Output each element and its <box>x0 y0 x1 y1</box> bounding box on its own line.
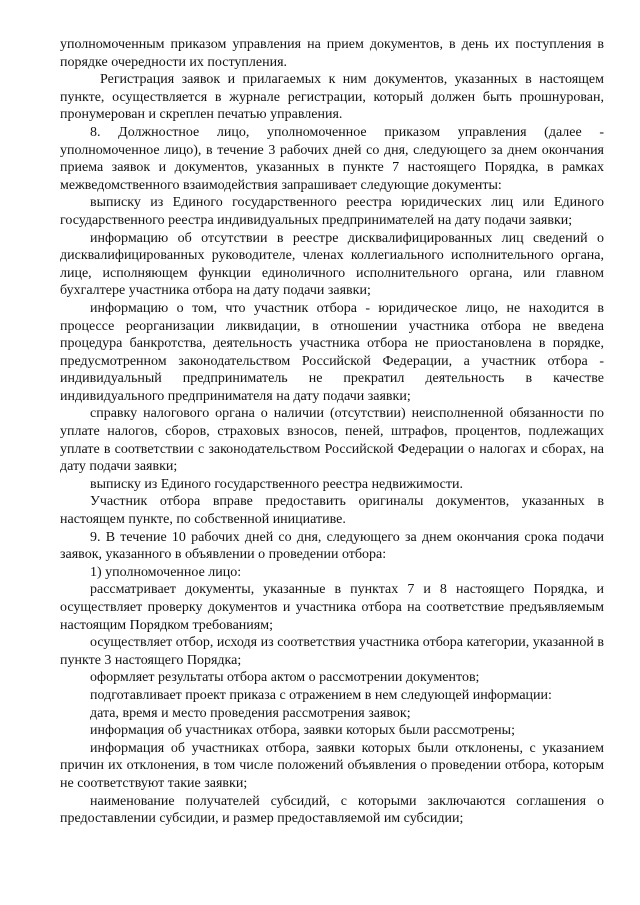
paragraph: информация об участниках отбора, заявки которых были рассмотрены; <box>90 723 515 739</box>
paragraph: наименование получателей субсидий, с которыми заключаются соглашения о предоставлении субсидии, и размер предоставляемой им субсидии; <box>60 793 604 827</box>
document-page <box>60 36 604 828</box>
paragraph: информация об участниках отбора, заявки которых были отклонены, с указанием причин их отклонения, в том числе положений объявления о проведении отбора, которым не соответствуют такие заявки; <box>60 740 604 791</box>
paragraph: оформляет результаты отбора актом о рассмотрении документов; <box>90 670 480 686</box>
paragraph: 1) уполномоченное лицо: <box>90 564 242 580</box>
paragraph: Регистрация заявок и прилагаемых к ним документов, указанных в настоящем пункте, осуществляется в журнале регистрации, который должен быть прошнурован, пронумерован и скреплен печатью управления. <box>60 72 604 123</box>
paragraph: дата, время и место проведения рассмотрения заявок; <box>90 705 411 721</box>
paragraph: подготавливает проект приказа с отражением в нем следующей информации: <box>90 687 552 703</box>
paragraph: информацию об отсутствии в реестре дисквалифицированных лиц сведений о дисквалифицированных руководителе, членах коллегиального исполнительного органа, лице, исполняющем функции единоличного исполнительного органа, или главном бухгалтере участника отбора на дату подачи заявки; <box>60 230 604 299</box>
paragraph: Участник отбора вправе предоставить оригиналы документов, указанных в настоящем пункте, по собственной инициативе. <box>60 494 604 528</box>
paragraph: 9. В течение 10 рабочих дней со дня, следующего за днем окончания срока подачи заявок, указанного в объявлении о проведении отбора: <box>60 529 604 563</box>
paragraph: справку налогового органа о наличии (отсутствии) неисполненной обязанности по уплате налогов, сборов, страховых взносов, пеней, штрафов, процентов, подлежащих уплате в соответствии с законодательством Российской Федерации о налогах и сборах, на дату подачи заявки; <box>60 406 604 475</box>
paragraph: рассматривает документы, указанные в пунктах 7 и 8 настоящего Порядка, и осуществляет проверку документов и участника отбора на соответствие предъявляемым настоящим Порядком требованиям; <box>60 582 604 633</box>
paragraph: уполномоченным приказом управления на прием документов, в день их поступления в порядке очередности их поступления. <box>60 37 604 70</box>
paragraph: осуществляет отбор, исходя из соответствия участника отбора категории, указанной в пункте 3 настоящего Порядка; <box>60 635 604 668</box>
paragraph: информацию о том, что участник отбора - юридическое лицо, не находится в процессе реорганизации ликвидации, в отношении участника отбора не введена процедура банкротства, деятельность участника отбора не приостановлена в порядке, предусмотренном законодательством Российской Федерации, а участник отбора - индивидуальный предприниматель не прекратил деятельность в качестве индивидуального предпринимателя на дату подачи заявки; <box>60 300 604 404</box>
paragraph: выписку из Единого государственного реестра юридических лиц или Единого государственного реестра индивидуальных предпринимателей на дату подачи заявки; <box>60 195 604 228</box>
paragraph: 8. Должностное лицо, уполномоченное приказом управления (далее - уполномоченное лицо), в течение 3 рабочих дней со дня, следующего за днем окончания приема заявок и документов, указанных в пункте 7 настоящего Порядка, в рамках межведомственного взаимодействия запрашивает следующие документы: <box>60 124 604 193</box>
paragraph: выписку из Единого государственного реестра недвижимости. <box>90 476 464 492</box>
